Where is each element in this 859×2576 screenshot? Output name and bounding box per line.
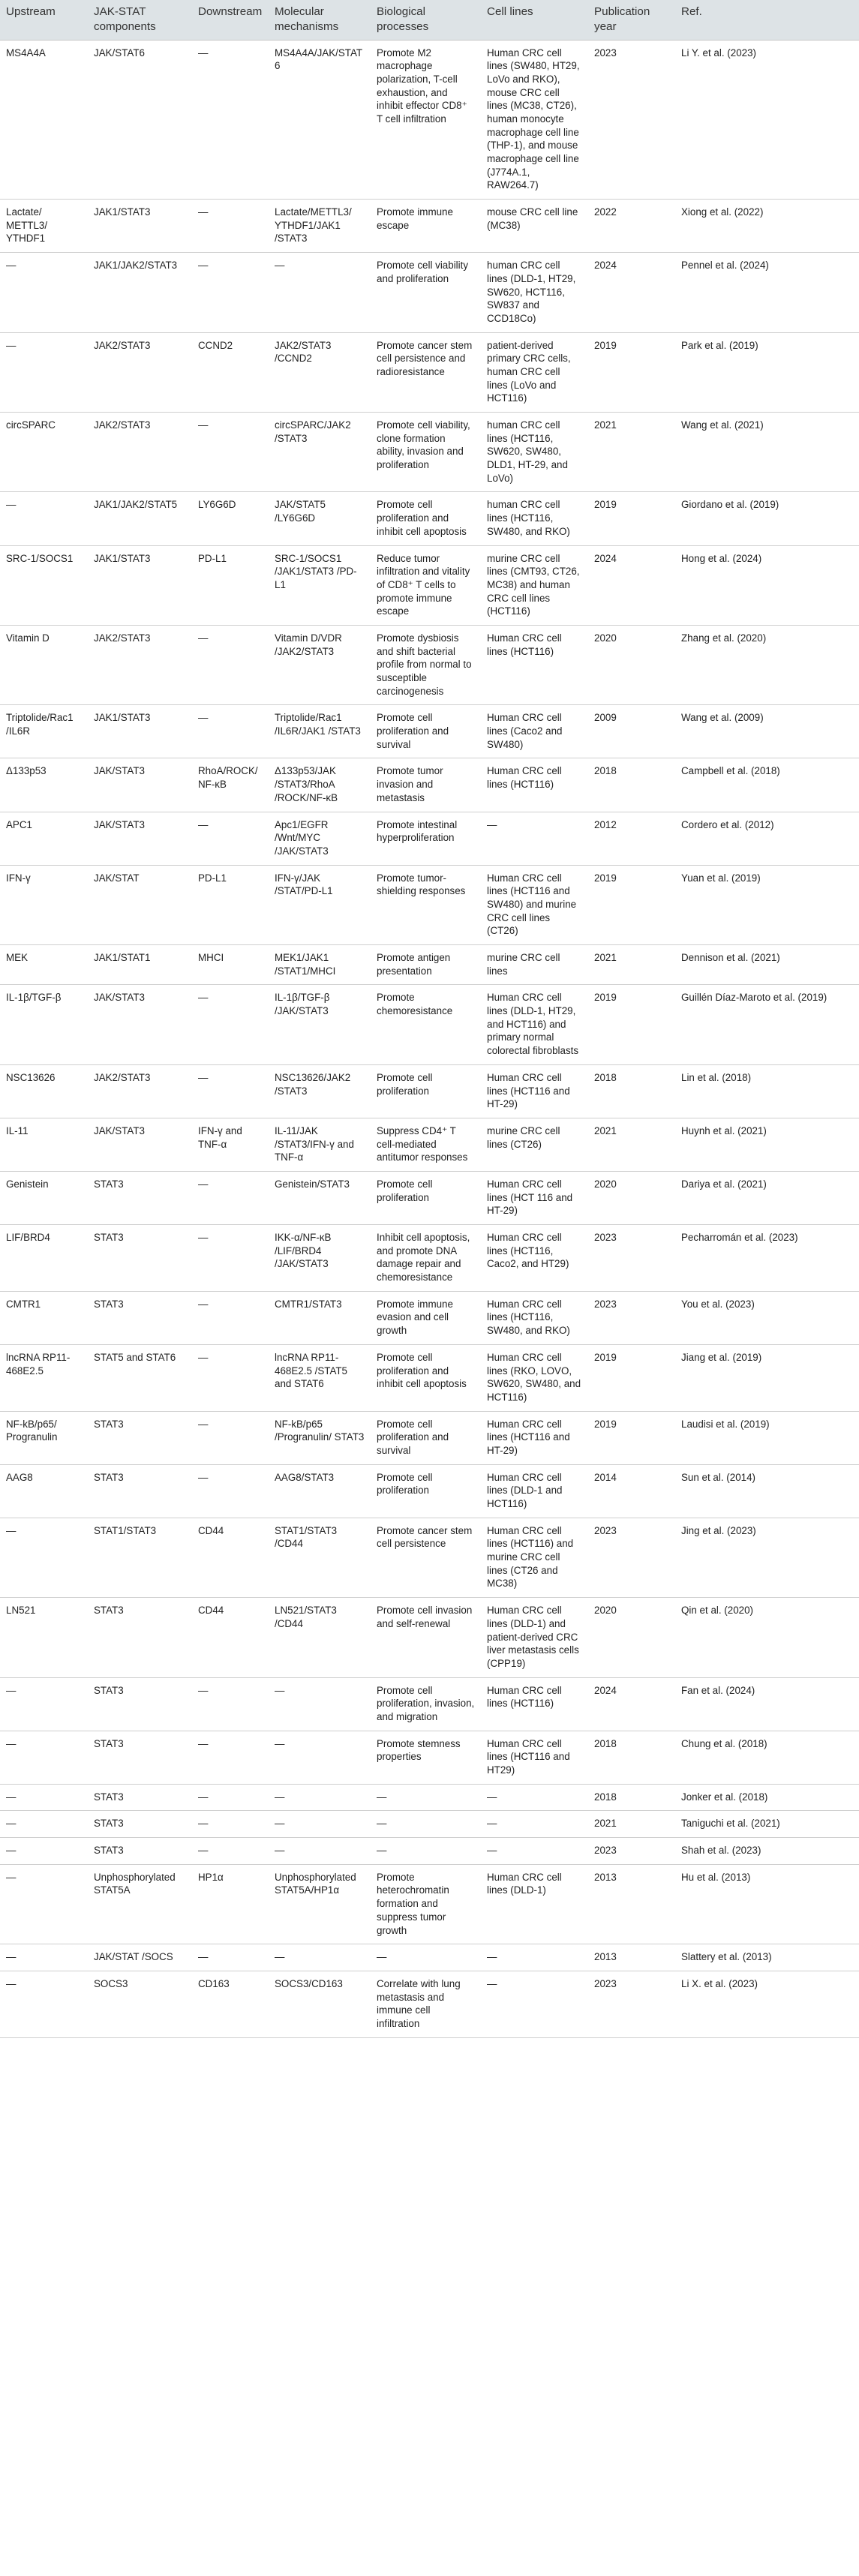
cell-molecular-mechanisms: — <box>269 1944 371 1971</box>
cell-publication-year: 2019 <box>588 1344 675 1411</box>
cell-ref: Dariya et al. (2021) <box>675 1171 859 1224</box>
cell-upstream: — <box>0 1864 88 1944</box>
cell-publication-year: 2019 <box>588 865 675 944</box>
table-row <box>0 1677 859 1731</box>
cell-cell-lines: human CRC cell lines (HCT116, SW480, and RKO) <box>481 492 588 545</box>
cell-biological-processes: — <box>371 1784 481 1811</box>
table-row <box>0 1731 859 1784</box>
cell-molecular-mechanisms: Genistein/STAT3 <box>269 1171 371 1224</box>
table-row <box>0 758 859 812</box>
cell-ref: Jing et al. (2023) <box>675 1518 859 1597</box>
cell-ref: You et al. (2023) <box>675 1291 859 1344</box>
cell-ref: Sun et al. (2014) <box>675 1464 859 1518</box>
cell-biological-processes: Promote stemness properties <box>371 1731 481 1784</box>
table-row <box>0 200 859 253</box>
cell-jak-stat-components: STAT3 <box>88 1677 192 1731</box>
cell-cell-lines: murine CRC cell lines (CT26) <box>481 1118 588 1171</box>
cell-ref: Taniguchi et al. (2021) <box>675 1811 859 1838</box>
cell-biological-processes: Promote cell proliferation and survival <box>371 705 481 758</box>
cell-publication-year: 2009 <box>588 705 675 758</box>
cell-jak-stat-components: SOCS3 <box>88 1971 192 2037</box>
table-row <box>0 1464 859 1518</box>
cell-publication-year: 2019 <box>588 332 675 412</box>
cell-molecular-mechanisms: circSPARC/JAK2 /STAT3 <box>269 413 371 492</box>
cell-molecular-mechanisms: IL-11/JAK /STAT3/IFN-γ and TNF-α <box>269 1118 371 1171</box>
cell-cell-lines: Human CRC cell lines (DLD-1) and patient-derived CRC liver metastasis cells (CPP19) <box>481 1598 588 1677</box>
cell-cell-lines: Human CRC cell lines (HCT116, Caco2, and HT29) <box>481 1225 588 1292</box>
cell-publication-year: 2023 <box>588 1971 675 2037</box>
cell-upstream: — <box>0 1731 88 1784</box>
cell-biological-processes: Promote tumor-shielding responses <box>371 865 481 944</box>
table-row <box>0 1598 859 1677</box>
cell-jak-stat-components: JAK/STAT <box>88 865 192 944</box>
cell-ref: Li X. et al. (2023) <box>675 1971 859 2037</box>
cell-publication-year: 2013 <box>588 1864 675 1944</box>
cell-upstream: — <box>0 1784 88 1811</box>
cell-biological-processes: Promote cell invasion and self-renewal <box>371 1598 481 1677</box>
header-downstream: Downstream <box>192 0 269 40</box>
cell-ref: Laudisi et al. (2019) <box>675 1411 859 1464</box>
cell-molecular-mechanisms: — <box>269 1838 371 1865</box>
cell-downstream: — <box>192 1344 269 1411</box>
cell-molecular-mechanisms: — <box>269 1811 371 1838</box>
cell-jak-stat-components: JAK/STAT6 <box>88 40 192 200</box>
cell-biological-processes: Correlate with lung metastasis and immune cell infiltration <box>371 1971 481 2037</box>
header-molecular-mechanisms: Molecular mechanisms <box>269 0 371 40</box>
table-row <box>0 1811 859 1838</box>
cell-publication-year: 2023 <box>588 40 675 200</box>
cell-ref: Pennel et al. (2024) <box>675 253 859 332</box>
cell-cell-lines: Human CRC cell lines (HCT 116 and HT-29) <box>481 1171 588 1224</box>
table-row <box>0 332 859 412</box>
cell-jak-stat-components: JAK2/STAT3 <box>88 1064 192 1118</box>
cell-upstream: NF-kB/p65/ Progranulin <box>0 1411 88 1464</box>
cell-downstream: — <box>192 1225 269 1292</box>
cell-molecular-mechanisms: NF-kB/p65 /Progranulin/ STAT3 <box>269 1411 371 1464</box>
cell-jak-stat-components: JAK2/STAT3 <box>88 332 192 412</box>
cell-ref: Huynh et al. (2021) <box>675 1118 859 1171</box>
cell-cell-lines: Human CRC cell lines (HCT116 and SW480) and murine CRC cell lines (CT26) <box>481 865 588 944</box>
cell-cell-lines: Human CRC cell lines (DLD-1 and HCT116) <box>481 1464 588 1518</box>
table-row <box>0 1784 859 1811</box>
cell-cell-lines: Human CRC cell lines (Caco2 and SW480) <box>481 705 588 758</box>
cell-cell-lines: — <box>481 1784 588 1811</box>
cell-downstream: — <box>192 1464 269 1518</box>
cell-jak-stat-components: JAK/STAT3 <box>88 758 192 812</box>
cell-molecular-mechanisms: JAK/STAT5 /LY6G6D <box>269 492 371 545</box>
table-body <box>0 40 859 2037</box>
table-row <box>0 1971 859 2037</box>
cell-downstream: — <box>192 1784 269 1811</box>
cell-jak-stat-components: JAK1/STAT1 <box>88 945 192 985</box>
cell-jak-stat-components: JAK/STAT3 <box>88 1118 192 1171</box>
cell-ref: Jiang et al. (2019) <box>675 1344 859 1411</box>
table-row <box>0 812 859 865</box>
cell-upstream: — <box>0 1677 88 1731</box>
cell-publication-year: 2013 <box>588 1944 675 1971</box>
table-row <box>0 1118 859 1171</box>
cell-upstream: LIF/BRD4 <box>0 1225 88 1292</box>
cell-molecular-mechanisms: IFN-γ/JAK /STAT/PD-L1 <box>269 865 371 944</box>
cell-biological-processes: Promote cell viability, clone formation ability, invasion and proliferation <box>371 413 481 492</box>
cell-biological-processes: Promote cell proliferation <box>371 1464 481 1518</box>
cell-jak-stat-components: JAK/STAT /SOCS <box>88 1944 192 1971</box>
cell-jak-stat-components: JAK1/STAT3 <box>88 200 192 253</box>
cell-jak-stat-components: STAT3 <box>88 1598 192 1677</box>
cell-jak-stat-components: JAK1/STAT3 <box>88 545 192 625</box>
cell-cell-lines: Human CRC cell lines (HCT116) <box>481 758 588 812</box>
cell-upstream: SRC-1/SOCS1 <box>0 545 88 625</box>
cell-downstream: PD-L1 <box>192 545 269 625</box>
cell-downstream: — <box>192 40 269 200</box>
cell-upstream: — <box>0 1811 88 1838</box>
cell-jak-stat-components: STAT3 <box>88 1411 192 1464</box>
cell-ref: Giordano et al. (2019) <box>675 492 859 545</box>
cell-jak-stat-components: STAT3 <box>88 1838 192 1865</box>
cell-cell-lines: human CRC cell lines (DLD-1, HT29, SW620, HCT116, SW837 and CCD18Co) <box>481 253 588 332</box>
cell-biological-processes: Promote cell proliferation and survival <box>371 1411 481 1464</box>
cell-publication-year: 2020 <box>588 1598 675 1677</box>
cell-upstream: — <box>0 1971 88 2037</box>
header-jak-stat-components: JAK-STAT components <box>88 0 192 40</box>
cell-biological-processes: — <box>371 1944 481 1971</box>
cell-cell-lines: Human CRC cell lines (HCT116 and HT29) <box>481 1731 588 1784</box>
cell-jak-stat-components: STAT3 <box>88 1731 192 1784</box>
cell-molecular-mechanisms: Lactate/METTL3/ YTHDF1/JAK1 /STAT3 <box>269 200 371 253</box>
cell-cell-lines: Human CRC cell lines (DLD-1, HT29, and HCT116) and primary normal colorectal fibroblasts <box>481 985 588 1064</box>
cell-upstream: Δ133p53 <box>0 758 88 812</box>
cell-ref: Park et al. (2019) <box>675 332 859 412</box>
cell-downstream: — <box>192 1171 269 1224</box>
cell-jak-stat-components: JAK/STAT3 <box>88 812 192 865</box>
cell-biological-processes: Promote cell proliferation, invasion, and migration <box>371 1677 481 1731</box>
header-ref: Ref. <box>675 0 859 40</box>
cell-biological-processes: Promote chemoresistance <box>371 985 481 1064</box>
cell-downstream: — <box>192 705 269 758</box>
cell-downstream: PD-L1 <box>192 865 269 944</box>
cell-biological-processes: Promote antigen presentation <box>371 945 481 985</box>
cell-upstream: lncRNA RP11-468E2.5 <box>0 1344 88 1411</box>
cell-publication-year: 2020 <box>588 625 675 704</box>
cell-publication-year: 2019 <box>588 1411 675 1464</box>
table-row <box>0 945 859 985</box>
table-row <box>0 492 859 545</box>
cell-ref: Dennison et al. (2021) <box>675 945 859 985</box>
cell-molecular-mechanisms: LN521/STAT3 /CD44 <box>269 1598 371 1677</box>
table-row <box>0 1411 859 1464</box>
table-row <box>0 253 859 332</box>
cell-ref: Hong et al. (2024) <box>675 545 859 625</box>
cell-molecular-mechanisms: Triptolide/Rac1 /IL6R/JAK1 /STAT3 <box>269 705 371 758</box>
cell-ref: Campbell et al. (2018) <box>675 758 859 812</box>
cell-biological-processes: Promote tumor invasion and metastasis <box>371 758 481 812</box>
cell-upstream: Vitamin D <box>0 625 88 704</box>
header-upstream: Upstream <box>0 0 88 40</box>
table-row <box>0 413 859 492</box>
cell-downstream: MHCI <box>192 945 269 985</box>
cell-publication-year: 2024 <box>588 253 675 332</box>
cell-upstream: IL-11 <box>0 1118 88 1171</box>
cell-molecular-mechanisms: AAG8/STAT3 <box>269 1464 371 1518</box>
cell-cell-lines: Human CRC cell lines (HCT116) and murine CRC cell lines (CT26 and MC38) <box>481 1518 588 1597</box>
cell-molecular-mechanisms: NSC13626/JAK2 /STAT3 <box>269 1064 371 1118</box>
cell-publication-year: 2019 <box>588 985 675 1064</box>
cell-molecular-mechanisms: MS4A4A/JAK/STAT6 <box>269 40 371 200</box>
cell-cell-lines: Human CRC cell lines (HCT116 and HT-29) <box>481 1411 588 1464</box>
cell-biological-processes: Promote cell proliferation and inhibit cell apoptosis <box>371 1344 481 1411</box>
cell-jak-stat-components: STAT3 <box>88 1784 192 1811</box>
header-publication-year: Publication year <box>588 0 675 40</box>
cell-ref: Jonker et al. (2018) <box>675 1784 859 1811</box>
cell-upstream: LN521 <box>0 1598 88 1677</box>
cell-upstream: APC1 <box>0 812 88 865</box>
table-row <box>0 705 859 758</box>
cell-upstream: Genistein <box>0 1171 88 1224</box>
cell-ref: Slattery et al. (2013) <box>675 1944 859 1971</box>
cell-cell-lines: Human CRC cell lines (RKO, LOVO, SW620, SW480, and HCT116) <box>481 1344 588 1411</box>
cell-molecular-mechanisms: — <box>269 1677 371 1731</box>
table-row <box>0 545 859 625</box>
cell-upstream: MEK <box>0 945 88 985</box>
cell-cell-lines: — <box>481 1811 588 1838</box>
cell-biological-processes: Promote cell viability and proliferation <box>371 253 481 332</box>
table-row <box>0 1064 859 1118</box>
cell-publication-year: 2023 <box>588 1225 675 1292</box>
cell-upstream: — <box>0 1838 88 1865</box>
cell-downstream: — <box>192 1731 269 1784</box>
cell-biological-processes: Promote intestinal hyperproliferation <box>371 812 481 865</box>
table-row <box>0 1518 859 1597</box>
cell-molecular-mechanisms: — <box>269 1784 371 1811</box>
cell-molecular-mechanisms: Δ133p53/JAK /STAT3/RhoA /ROCK/NF-κB <box>269 758 371 812</box>
cell-upstream: — <box>0 1944 88 1971</box>
cell-publication-year: 2024 <box>588 545 675 625</box>
cell-downstream: — <box>192 253 269 332</box>
cell-biological-processes: Promote cell proliferation and inhibit cell apoptosis <box>371 492 481 545</box>
cell-jak-stat-components: STAT3 <box>88 1464 192 1518</box>
cell-cell-lines: Human CRC cell lines (SW480, HT29, LoVo and RKO), mouse CRC cell lines (MC38, CT26), human monocyte macrophage cell line (THP-1), and mouse macrophage cell line (J774A.1, RAW264.7) <box>481 40 588 200</box>
cell-cell-lines: mouse CRC cell line (MC38) <box>481 200 588 253</box>
cell-jak-stat-components: STAT3 <box>88 1291 192 1344</box>
cell-cell-lines: — <box>481 1944 588 1971</box>
table-row <box>0 865 859 944</box>
table-row <box>0 985 859 1064</box>
cell-biological-processes: Promote dysbiosis and shift bacterial profile from normal to susceptible carcinogenesis <box>371 625 481 704</box>
cell-biological-processes: Inhibit cell apoptosis, and promote DNA damage repair and chemoresistance <box>371 1225 481 1292</box>
cell-cell-lines: murine CRC cell lines <box>481 945 588 985</box>
cell-cell-lines: Human CRC cell lines (HCT116) <box>481 1677 588 1731</box>
cell-biological-processes: Promote M2 macrophage polarization, T-cell exhaustion, and inhibit effector CD8⁺ T cell infiltration <box>371 40 481 200</box>
cell-cell-lines: Human CRC cell lines (HCT116 and HT-29) <box>481 1064 588 1118</box>
cell-downstream: CD44 <box>192 1598 269 1677</box>
cell-downstream: — <box>192 1677 269 1731</box>
cell-publication-year: 2020 <box>588 1171 675 1224</box>
cell-upstream: NSC13626 <box>0 1064 88 1118</box>
cell-molecular-mechanisms: — <box>269 1731 371 1784</box>
cell-ref: Wang et al. (2021) <box>675 413 859 492</box>
cell-cell-lines: patient-derived primary CRC cells, human CRC cell lines (LoVo and HCT116) <box>481 332 588 412</box>
cell-publication-year: 2018 <box>588 1784 675 1811</box>
cell-upstream: CMTR1 <box>0 1291 88 1344</box>
cell-molecular-mechanisms: IL-1β/TGF-β /JAK/STAT3 <box>269 985 371 1064</box>
cell-downstream: IFN-γ and TNF-α <box>192 1118 269 1171</box>
cell-ref: Hu et al. (2013) <box>675 1864 859 1944</box>
cell-cell-lines: — <box>481 1971 588 2037</box>
cell-biological-processes: — <box>371 1811 481 1838</box>
cell-upstream: — <box>0 492 88 545</box>
cell-ref: Xiong et al. (2022) <box>675 200 859 253</box>
table-row <box>0 1864 859 1944</box>
cell-publication-year: 2018 <box>588 758 675 812</box>
cell-upstream: Lactate/ METTL3/ YTHDF1 <box>0 200 88 253</box>
cell-jak-stat-components: STAT3 <box>88 1171 192 1224</box>
cell-publication-year: 2019 <box>588 492 675 545</box>
table-row <box>0 1225 859 1292</box>
cell-biological-processes: Promote cancer stem cell persistence <box>371 1518 481 1597</box>
cell-biological-processes: Promote cell proliferation <box>371 1064 481 1118</box>
cell-biological-processes: — <box>371 1838 481 1865</box>
cell-jak-stat-components: JAK1/STAT3 <box>88 705 192 758</box>
cell-downstream: HP1α <box>192 1864 269 1944</box>
cell-upstream: — <box>0 253 88 332</box>
cell-publication-year: 2024 <box>588 1677 675 1731</box>
cell-biological-processes: Promote immune escape <box>371 200 481 253</box>
cell-cell-lines: Human CRC cell lines (HCT116) <box>481 625 588 704</box>
cell-upstream: circSPARC <box>0 413 88 492</box>
cell-biological-processes: Reduce tumor infiltration and vitality of CD8⁺ T cells to promote immune escape <box>371 545 481 625</box>
cell-cell-lines: human CRC cell lines (HCT116, SW620, SW480, DLD1, HT-29, and LoVo) <box>481 413 588 492</box>
cell-downstream: CD163 <box>192 1971 269 2037</box>
cell-upstream: — <box>0 332 88 412</box>
cell-jak-stat-components: Unphosphorylated STAT5A <box>88 1864 192 1944</box>
cell-publication-year: 2018 <box>588 1731 675 1784</box>
cell-downstream: — <box>192 985 269 1064</box>
cell-upstream: IL-1β/TGF-β <box>0 985 88 1064</box>
cell-upstream: Triptolide/Rac1 /IL6R <box>0 705 88 758</box>
cell-molecular-mechanisms: Unphosphorylated STAT5A/HP1α <box>269 1864 371 1944</box>
table-row <box>0 625 859 704</box>
cell-molecular-mechanisms: JAK2/STAT3 /CCND2 <box>269 332 371 412</box>
cell-ref: Chung et al. (2018) <box>675 1731 859 1784</box>
table-row <box>0 1344 859 1411</box>
cell-jak-stat-components: STAT3 <box>88 1811 192 1838</box>
cell-cell-lines: Human CRC cell lines (HCT116, SW480, and RKO) <box>481 1291 588 1344</box>
cell-jak-stat-components: JAK1/JAK2/STAT3 <box>88 253 192 332</box>
cell-ref: Fan et al. (2024) <box>675 1677 859 1731</box>
cell-publication-year: 2023 <box>588 1291 675 1344</box>
cell-jak-stat-components: STAT5 and STAT6 <box>88 1344 192 1411</box>
header-row <box>0 0 859 40</box>
cell-molecular-mechanisms: SOCS3/CD163 <box>269 1971 371 2037</box>
cell-molecular-mechanisms: Apc1/EGFR /Wnt/MYC /JAK/STAT3 <box>269 812 371 865</box>
cell-ref: Cordero et al. (2012) <box>675 812 859 865</box>
cell-downstream: — <box>192 812 269 865</box>
cell-ref: Li Y. et al. (2023) <box>675 40 859 200</box>
cell-upstream: MS4A4A <box>0 40 88 200</box>
table-row <box>0 1838 859 1865</box>
cell-ref: Guillén Díaz-Maroto et al. (2019) <box>675 985 859 1064</box>
cell-ref: Qin et al. (2020) <box>675 1598 859 1677</box>
cell-biological-processes: Suppress CD4⁺ T cell-mediated antitumor responses <box>371 1118 481 1171</box>
cell-molecular-mechanisms: Vitamin D/VDR /JAK2/STAT3 <box>269 625 371 704</box>
cell-downstream: — <box>192 200 269 253</box>
cell-ref: Pecharromán et al. (2023) <box>675 1225 859 1292</box>
cell-molecular-mechanisms: STAT1/STAT3 /CD44 <box>269 1518 371 1597</box>
cell-molecular-mechanisms: MEK1/JAK1 /STAT1/MHCI <box>269 945 371 985</box>
cell-upstream: IFN-γ <box>0 865 88 944</box>
cell-upstream: AAG8 <box>0 1464 88 1518</box>
cell-downstream: — <box>192 1838 269 1865</box>
table-row <box>0 1291 859 1344</box>
cell-cell-lines: — <box>481 812 588 865</box>
cell-jak-stat-components: STAT3 <box>88 1225 192 1292</box>
cell-downstream: — <box>192 413 269 492</box>
cell-downstream: — <box>192 625 269 704</box>
cell-jak-stat-components: JAK/STAT3 <box>88 985 192 1064</box>
cell-publication-year: 2018 <box>588 1064 675 1118</box>
header-biological-processes: Biological processes <box>371 0 481 40</box>
table-header <box>0 0 859 40</box>
cell-molecular-mechanisms: IKK-α/NF-κB /LIF/BRD4 /JAK/STAT3 <box>269 1225 371 1292</box>
cell-publication-year: 2021 <box>588 1118 675 1171</box>
table-row <box>0 1944 859 1971</box>
cell-cell-lines: — <box>481 1838 588 1865</box>
cell-downstream: — <box>192 1811 269 1838</box>
cell-publication-year: 2021 <box>588 945 675 985</box>
cell-publication-year: 2023 <box>588 1518 675 1597</box>
cell-cell-lines: murine CRC cell lines (CMT93, CT26, MC38) and human CRC cell lines (HCT116) <box>481 545 588 625</box>
table-row <box>0 1171 859 1224</box>
cell-jak-stat-components: JAK2/STAT3 <box>88 413 192 492</box>
cell-ref: Lin et al. (2018) <box>675 1064 859 1118</box>
cell-ref: Yuan et al. (2019) <box>675 865 859 944</box>
cell-cell-lines: Human CRC cell lines (DLD-1) <box>481 1864 588 1944</box>
cell-biological-processes: Promote heterochromatin formation and suppress tumor growth <box>371 1864 481 1944</box>
cell-downstream: CCND2 <box>192 332 269 412</box>
cell-downstream: CD44 <box>192 1518 269 1597</box>
cell-downstream: RhoA/ROCK/ NF-κB <box>192 758 269 812</box>
header-cell-lines: Cell lines <box>481 0 588 40</box>
table-row <box>0 40 859 200</box>
cell-molecular-mechanisms: lncRNA RP11-468E2.5 /STAT5 and STAT6 <box>269 1344 371 1411</box>
cell-publication-year: 2021 <box>588 1811 675 1838</box>
cell-ref: Wang et al. (2009) <box>675 705 859 758</box>
cell-jak-stat-components: JAK2/STAT3 <box>88 625 192 704</box>
cell-publication-year: 2014 <box>588 1464 675 1518</box>
cell-jak-stat-components: STAT1/STAT3 <box>88 1518 192 1597</box>
cell-upstream: — <box>0 1518 88 1597</box>
cell-downstream: — <box>192 1291 269 1344</box>
cell-downstream: — <box>192 1064 269 1118</box>
cell-molecular-mechanisms: — <box>269 253 371 332</box>
cell-biological-processes: Promote immune evasion and cell growth <box>371 1291 481 1344</box>
cell-publication-year: 2023 <box>588 1838 675 1865</box>
cell-jak-stat-components: JAK1/JAK2/STAT5 <box>88 492 192 545</box>
cell-biological-processes: Promote cancer stem cell persistence and radioresistance <box>371 332 481 412</box>
cell-downstream: LY6G6D <box>192 492 269 545</box>
cell-downstream: — <box>192 1944 269 1971</box>
cell-publication-year: 2022 <box>588 200 675 253</box>
cell-molecular-mechanisms: CMTR1/STAT3 <box>269 1291 371 1344</box>
cell-molecular-mechanisms: SRC-1/SOCS1 /JAK1/STAT3 /PD-L1 <box>269 545 371 625</box>
cell-publication-year: 2021 <box>588 413 675 492</box>
cell-biological-processes: Promote cell proliferation <box>371 1171 481 1224</box>
cell-ref: Shah et al. (2023) <box>675 1838 859 1865</box>
cell-downstream: — <box>192 1411 269 1464</box>
cell-publication-year: 2012 <box>588 812 675 865</box>
cell-ref: Zhang et al. (2020) <box>675 625 859 704</box>
